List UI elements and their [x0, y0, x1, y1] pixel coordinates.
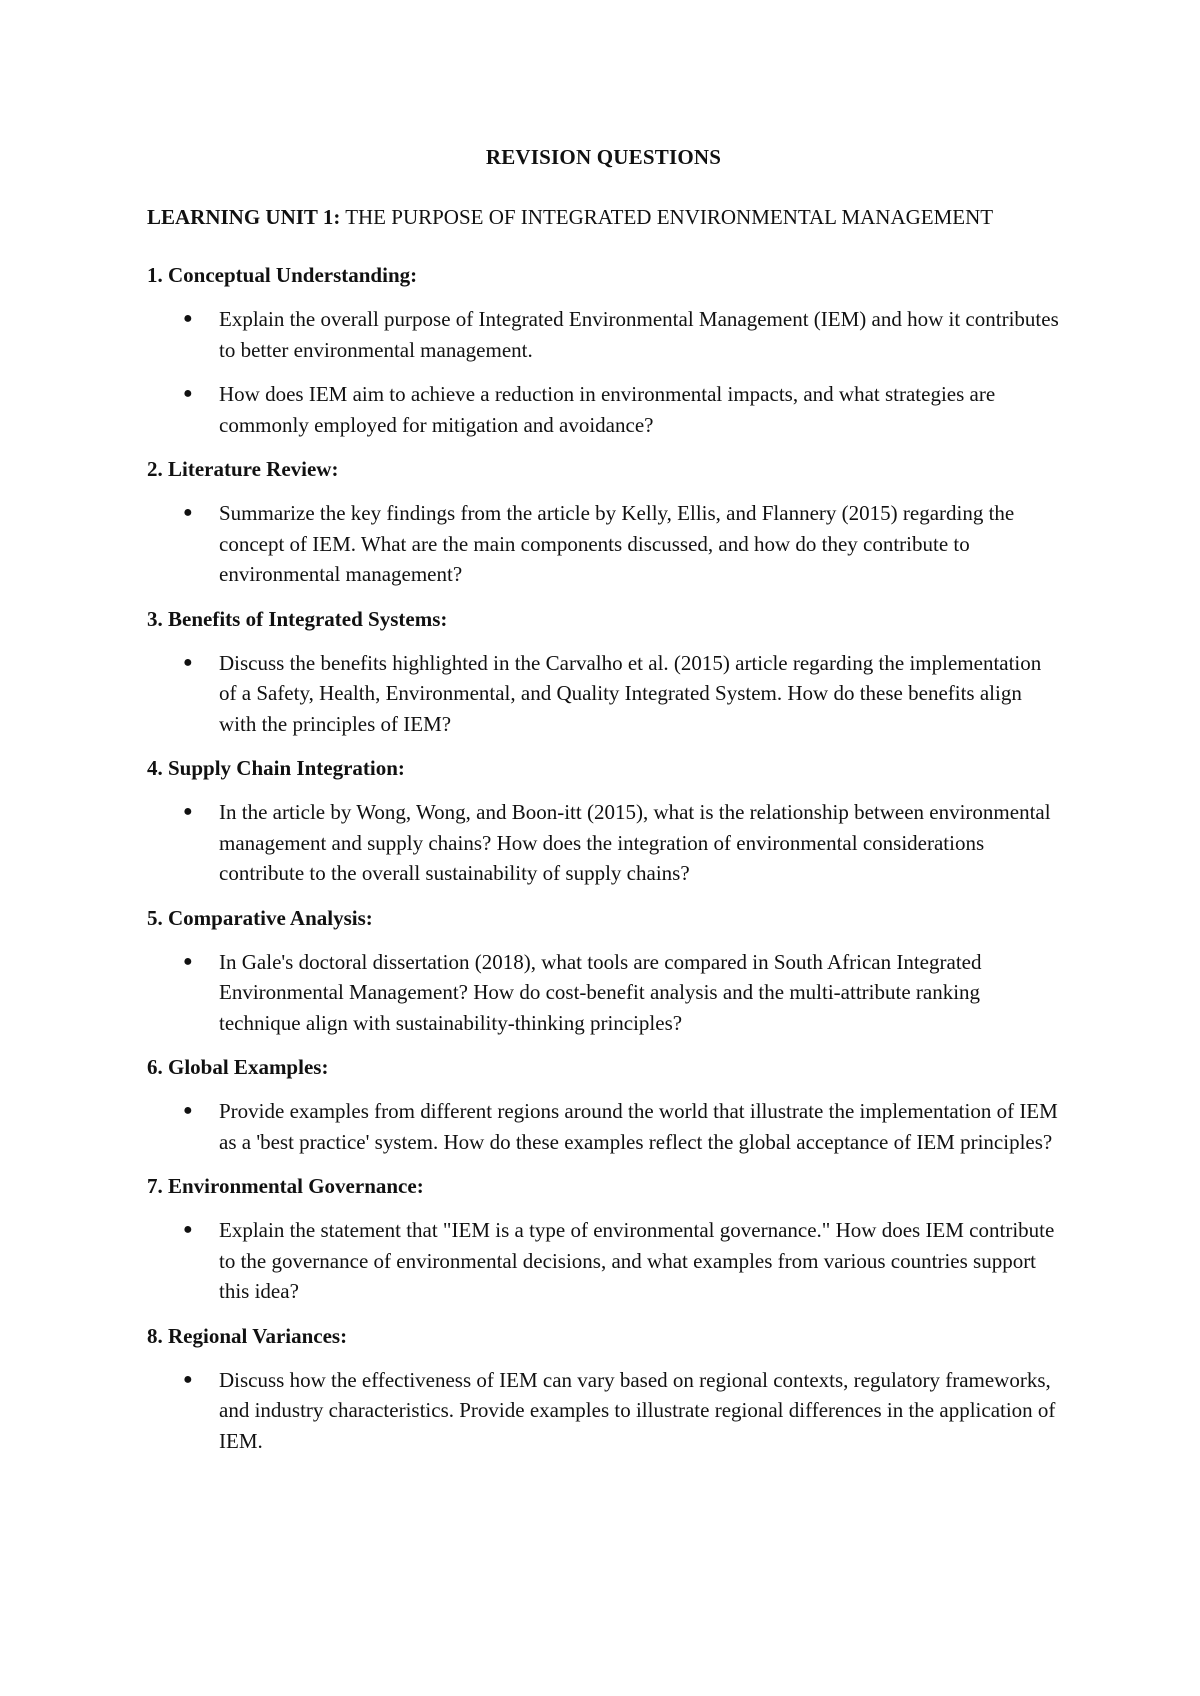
question-list — [147, 304, 1060, 440]
question-text: Discuss the benefits highlighted in the Carvalho et al. (2015) article regarding the implementation of a Safety, Health, Environmental, and Quality Integrated System. How do these benefits align with the principles of IEM? — [219, 650, 1042, 736]
question-item — [147, 379, 1060, 440]
section-heading: 3. Benefits of Integrated Systems: — [147, 606, 448, 631]
question-list — [147, 648, 1060, 740]
section-heading: 8. Regional Variances: — [147, 1323, 348, 1348]
bullet-icon: ● — [183, 653, 193, 671]
question-text: Provide examples from different regions around the world that illustrate the implementation of IEM as a 'best practice' system. How do these examples reflect the global acceptance of IEM principles? — [219, 1099, 1058, 1154]
learning-unit-text: THE PURPOSE OF INTEGRATED ENVIRONMENTAL MANAGEMENT — [345, 205, 994, 229]
question-item — [147, 648, 1060, 740]
bullet-icon: ● — [183, 1370, 193, 1388]
section-heading: 1. Conceptual Understanding: — [147, 263, 418, 287]
question-item — [147, 1096, 1060, 1157]
question-section — [147, 1321, 1060, 1457]
question-text: Summarize the key findings from the article by Kelly, Ellis, and Flannery (2015) regarding the concept of IEM. What are the main components discussed, and how do they contribute to environmental management? — [219, 501, 1015, 586]
learning-unit-heading — [147, 202, 1060, 232]
question-text: In the article by Wong, Wong, and Boon-itt (2015), what is the relationship between environmental management and supply chains? How does the integration of environmental considerations contribute to the overall sustainability of supply chains? — [219, 800, 1051, 885]
section-heading: 7. Environmental Governance: — [147, 1174, 424, 1198]
section-heading: 4. Supply Chain Integration: — [147, 756, 405, 780]
question-item — [147, 304, 1060, 365]
bullet-icon: ● — [183, 1221, 193, 1238]
bullet-icon: ● — [183, 803, 193, 820]
learning-unit-label: LEARNING UNIT 1: — [147, 205, 341, 229]
bullet-icon: ● — [183, 504, 193, 521]
question-item — [147, 498, 1060, 590]
question-list — [147, 498, 1060, 590]
section-heading: 5. Comparative Analysis: — [147, 905, 373, 930]
document-title: REVISION QUESTIONS — [485, 145, 722, 169]
question-section — [147, 753, 1060, 889]
document-page — [147, 145, 1060, 1470]
question-text: Explain the statement that "IEM is a type of environmental governance." How does IEM contribute to the governance of environmental decisions, and what examples from various countries support this idea? — [219, 1218, 1055, 1303]
question-item — [147, 947, 1060, 1039]
section-heading: 2. Literature Review: — [147, 457, 339, 481]
bullet-icon: ● — [183, 310, 193, 327]
question-item — [147, 797, 1060, 889]
question-section — [147, 1052, 1060, 1157]
bullet-icon: ● — [183, 385, 193, 402]
question-text: In Gale's doctoral dissertation (2018), what tools are compared in South African Integrated Environmental Management? How do cost-benefit analysis and the multi-attribute ranking technique align with sustainability-thinking principles? — [219, 949, 982, 1035]
question-text: How does IEM aim to achieve a reduction in environmental impacts, and what strategies are commonly employed for mitigation and avoidance? — [219, 382, 996, 437]
question-section — [147, 903, 1060, 1039]
question-list — [147, 947, 1060, 1039]
question-sections — [147, 260, 1060, 1456]
question-section — [147, 1171, 1060, 1307]
question-text: Explain the overall purpose of Integrated Environmental Management (IEM) and how it contributes to better environmental management. — [219, 307, 1059, 362]
question-list — [147, 1365, 1060, 1457]
question-item — [147, 1365, 1060, 1457]
question-section — [147, 454, 1060, 590]
question-section — [147, 604, 1060, 740]
section-heading: 6. Global Examples: — [147, 1055, 329, 1079]
question-list — [147, 1215, 1060, 1307]
question-text: Discuss how the effectiveness of IEM can vary based on regional contexts, regulatory frameworks, and industry characteristics. Provide examples to illustrate regional differences in the application of IEM. — [219, 1367, 1056, 1453]
bullet-icon: ● — [183, 1102, 193, 1119]
question-section — [147, 260, 1060, 440]
question-list — [147, 797, 1060, 889]
bullet-icon: ● — [183, 952, 193, 970]
question-item — [147, 1215, 1060, 1307]
question-list — [147, 1096, 1060, 1157]
